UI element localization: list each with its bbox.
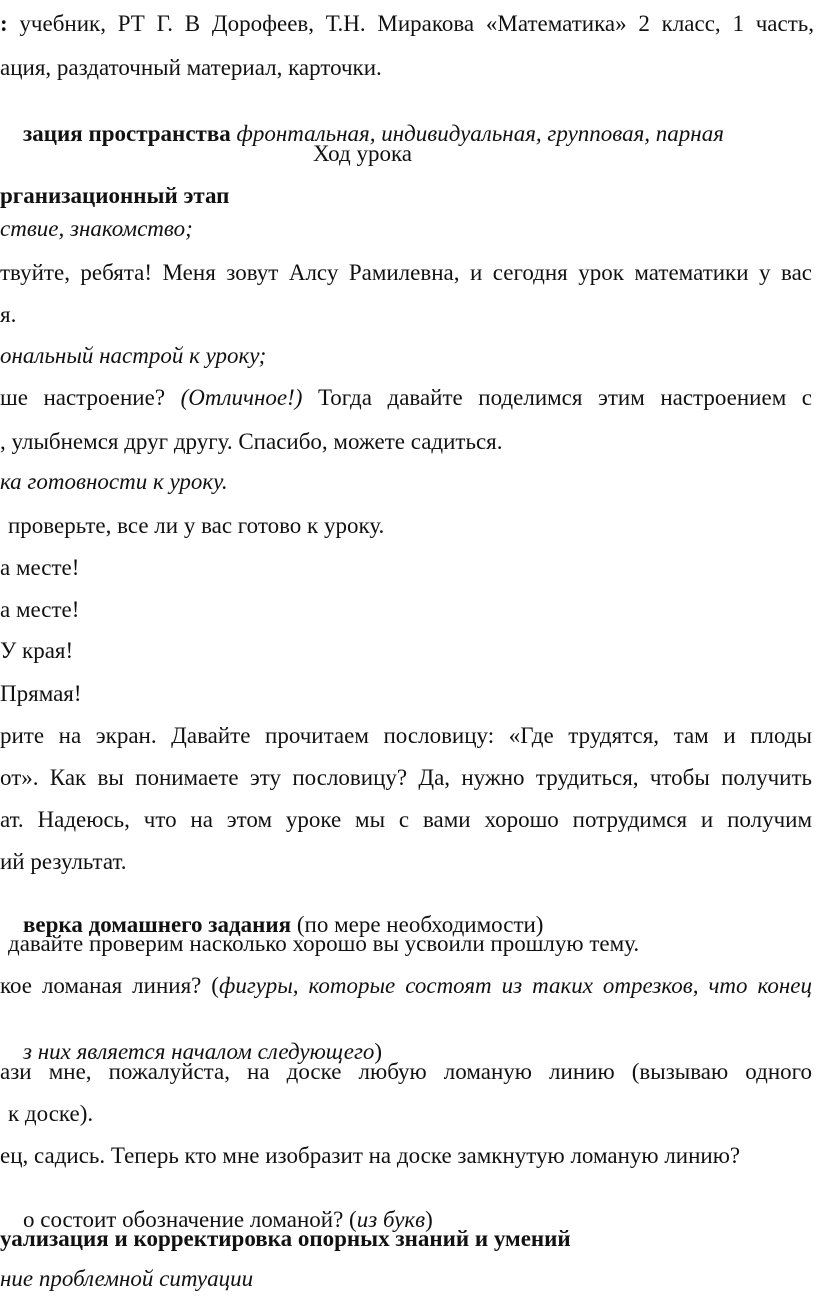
subsection-greeting: ствие, знакомство; <box>0 216 193 241</box>
proverb-line-3: ат. Надеюсь, что на этом уроке мы с вами хорошо потрудимся и получим <box>0 807 812 832</box>
board-task-line-2: к доске). <box>8 1101 94 1126</box>
materials-line-2: ация, раздаточный материал, карточки. <box>0 55 382 80</box>
subsection-readiness: ка готовности к уроку. <box>0 469 228 494</box>
question-broken-line <box>0 974 812 997</box>
homework-line: давайте проверим насколько хорошо вы усвоили прошлую тему. <box>8 931 640 956</box>
subsection-problem: ние проблемной ситуации <box>0 1266 254 1291</box>
mood-line <box>0 386 812 409</box>
rhyme-line-4: Прямая! <box>0 681 82 706</box>
materials-text: учебник, РТ Г. В Дорофеев, Т.Н. Миракова «Математика» 2 класс, 1 часть, <box>19 11 814 36</box>
materials-line <box>0 12 814 35</box>
proverb-line-2: от». Как вы понимаете эту пословицу? Да, нужно трудиться, чтобы получить <box>0 765 812 790</box>
homework-title: верка домашнего задания <box>23 912 292 937</box>
proverb-line-1: рите на экран. Давайте прочитаем пословицу: «Где трудятся, там и плоды <box>0 723 812 748</box>
board-task-line: ази мне, пожалуйста, на доске любую ломаную линию (вызываю одного <box>0 1059 812 1084</box>
rhyme-line-1: а месте! <box>0 555 80 580</box>
mood-answer: (Отличное!) <box>180 385 303 410</box>
notation-text: о состоит обозначение ломаной? ( <box>23 1207 357 1232</box>
space-organization-forms: фронтальная, индивидуальная, групповая, парная <box>236 121 724 146</box>
readiness-line: проверьте, все ли у вас готово к уроку. <box>8 513 385 538</box>
greeting-line: твуйте, ребята! Меня зовут Алсу Рамилевна, и сегодня урок математики у вас <box>0 260 812 285</box>
answer-text-2: з них является началом следующего <box>23 1039 375 1064</box>
mood-line-2: , улыбнемся друг другу. Спасибо, можете садиться. <box>0 429 503 454</box>
space-organization-label: зация пространства <box>23 121 237 146</box>
answer-close: ) <box>374 1039 383 1064</box>
notation-close: ) <box>425 1207 433 1232</box>
section-organizational-stage: рганизационный этап <box>0 183 230 208</box>
proverb-line-4: ий результат. <box>0 849 127 874</box>
question-text: кое ломаная линия? ( <box>0 973 219 998</box>
rhyme-line-3: У края! <box>0 638 74 663</box>
homework-note: (по мере необходимости) <box>291 912 544 937</box>
greeting-line-2: я. <box>0 302 17 327</box>
materials-label: : <box>0 11 20 36</box>
rhyme-line-2: а месте! <box>0 597 80 622</box>
answer-text: фигуры, которые состоят из таких отрезков, что конец <box>218 973 812 998</box>
closed-line-task: ец, садись. Теперь кто мне изобразит на доске замкнутую ломаную линию? <box>0 1143 741 1168</box>
section-actualization: уализация и корректировка опорных знаний и умений <box>0 1226 571 1251</box>
lesson-heading: Ход урока <box>313 141 412 166</box>
notation-answer: из букв <box>356 1207 426 1232</box>
mood-text-c: Тогда давайте поделимся этим настроением с <box>302 385 812 410</box>
subsection-mood: ональный настрой к уроку; <box>0 343 267 368</box>
mood-text-a: ше настроение? <box>0 385 181 410</box>
